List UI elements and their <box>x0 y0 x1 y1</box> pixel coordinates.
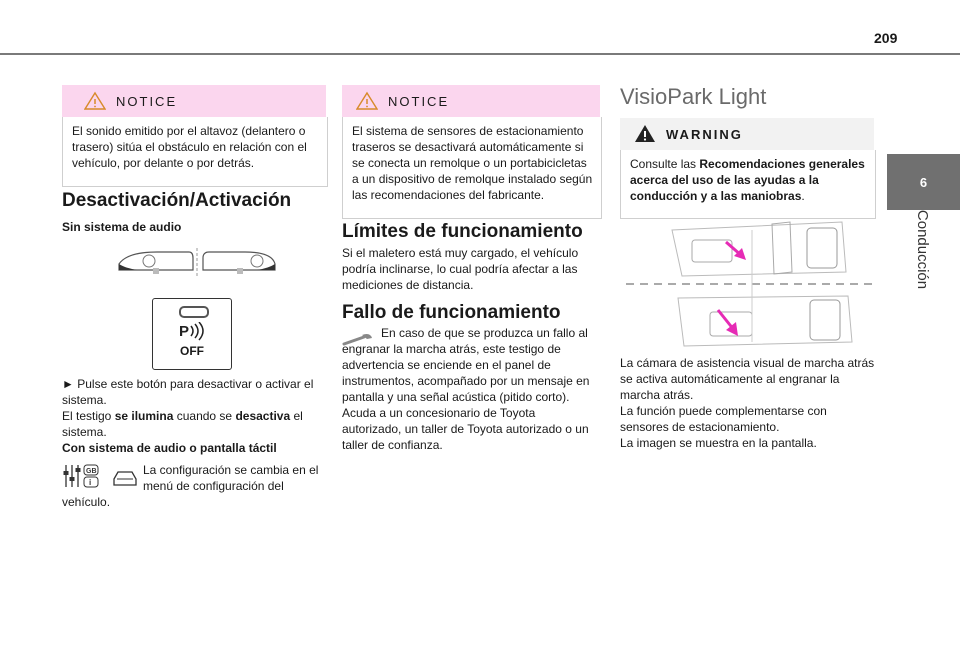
bullet-arrow: ► <box>62 377 74 391</box>
rearview-mirror-illustration <box>117 244 277 280</box>
text-e: el sistema. <box>62 409 303 439</box>
parking-sensor-icon <box>179 322 207 342</box>
notice-body: El sonido emitido por el altavoz (delantero o trasero) sitúa el obstáculo en relación con el vehículo, por delante o por detrás. <box>62 117 328 187</box>
warning-title: WARNING <box>666 126 743 142</box>
chapter-tab[interactable]: 6 <box>887 154 960 210</box>
warning-body <box>620 150 876 219</box>
fault-heading: Fallo de funcionamiento <box>342 302 561 323</box>
gb-icon-label: GB <box>86 468 97 475</box>
parking-sensor-off-button[interactable] <box>152 298 232 370</box>
text-bold-a: se ilumina <box>114 409 174 423</box>
limits-text: Si el maletero está muy cargado, el vehículo podría inclinarse, lo cual podría afectar a las mediciones de distancia. <box>342 246 579 292</box>
notice-header <box>62 85 326 117</box>
indicator-led <box>179 306 209 318</box>
text-a: El testigo <box>62 409 115 423</box>
section-heading: Desactivación/Activación <box>62 190 292 211</box>
subheading-no-audio: Sin sistema de audio <box>62 220 182 234</box>
warning-text-a: Consulte las <box>630 157 700 171</box>
audio-config-line1: La configuración se cambia en el menú de configuración del <box>143 463 319 493</box>
notice-body-2: El sistema de sensores de estacionamiento traseros se desactivará automáticamente si se conecta un remolque o un portabicicletas a un dispositivo de remolque instalado según las recomendaciones del fabricante. <box>342 117 602 219</box>
svg-text:P: P <box>179 323 190 340</box>
warning-text-bold: Recomendaciones generales acerca del uso de las ayudas a la conducción y a las maniobras <box>630 157 865 203</box>
settings-menu-icons <box>62 463 140 489</box>
warning-text-c: . <box>801 189 805 203</box>
info-icon-label: i <box>89 478 92 487</box>
text-bold-b: desactiva <box>235 409 291 423</box>
off-label: OFF <box>180 344 204 358</box>
subheading-audio: Con sistema de audio o pantalla táctil <box>62 441 277 455</box>
notice-header-2 <box>342 85 600 117</box>
warning-triangle-icon <box>356 91 378 111</box>
fault-text: En caso de que se produzca un fallo al engranar la marcha atrás, este testigo de advertencia se enciende en el panel de instrumentos, acompañado por un mensaje en pantalla y una señal acústica (pitido corto). Acuda a un concesionario de Toyota autorizado, un taller de Toyota autorizado o un taller de confianza. <box>342 326 590 452</box>
warning-icon <box>634 124 656 144</box>
page-number: 209 <box>874 30 898 46</box>
instruction-line: Pulse este botón para desactivar o activar el sistema. <box>62 377 314 407</box>
visiopark-text: La cámara de asistencia visual de marcha atrás se activa automáticamente al engranar la marcha atrás. La función puede complementarse con sensores de estacionamiento. La imagen se muestra en la pantalla. <box>620 356 875 450</box>
warning-header <box>620 118 874 150</box>
chapter-label: Conducción <box>914 209 932 290</box>
warning-triangle-icon <box>84 91 106 111</box>
deactivate-instructions <box>62 376 324 440</box>
visiopark-title: VisioPark Light <box>620 84 767 109</box>
limits-heading: Límites de funcionamiento <box>342 221 583 242</box>
notice-title-2: NOTICE <box>388 93 450 109</box>
text-c: cuando se <box>173 409 236 423</box>
audio-config-line2: vehículo. <box>62 495 111 509</box>
rear-camera-illustration <box>622 212 874 352</box>
notice-title: NOTICE <box>116 93 178 109</box>
header-rule <box>0 53 960 55</box>
